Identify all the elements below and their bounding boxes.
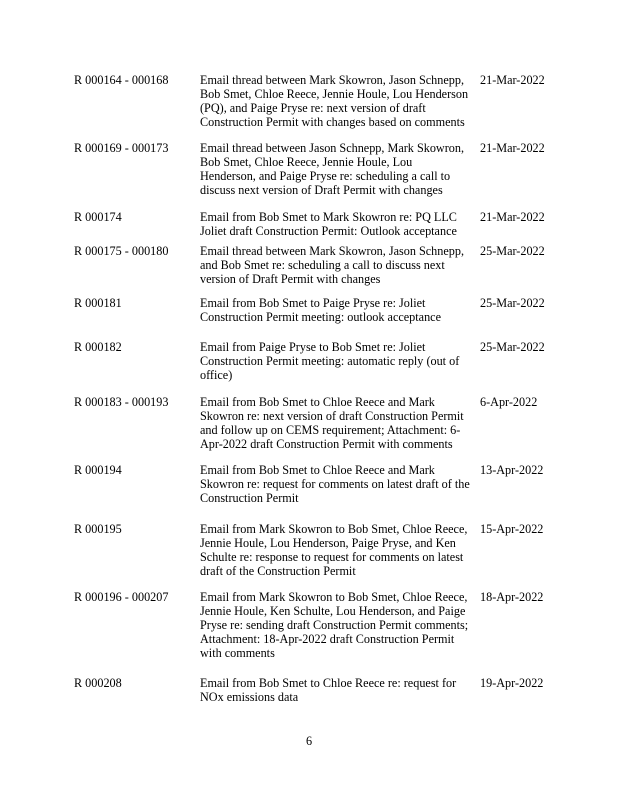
description-line: Email thread between Mark Skowron, Jason Schnepp, <box>200 244 465 258</box>
page-number: 6 <box>305 734 313 748</box>
description-line: and Bob Smet re: scheduling a call to discuss next <box>200 258 445 272</box>
description-line: Jennie Houle, Lou Henderson, Paige Pryse, and Ken <box>200 536 456 550</box>
description-line: Email thread between Mark Skowron, Jason Schnepp, <box>200 73 465 87</box>
entry-description <box>200 395 476 451</box>
description-line: Skowron re: request for comments on latest draft of the <box>200 477 470 491</box>
description-line: Joliet draft Construction Permit: Outlook acceptance <box>200 224 457 238</box>
description-line: office) <box>200 368 233 382</box>
entry-date: 21-Mar-2022 <box>480 210 545 224</box>
entry-date: 21-Mar-2022 <box>480 73 545 87</box>
description-line: Email from Bob Smet to Paige Pryse re: Joliet <box>200 296 426 310</box>
bates-number: R 000195 <box>74 522 122 536</box>
bates-number: R 000194 <box>74 463 122 477</box>
description-line: and follow up on CEMS requirement; Attachment: 6- <box>200 423 461 437</box>
entry-date: 6-Apr-2022 <box>480 395 538 409</box>
description-line: Email thread between Jason Schnepp, Mark Skowron, <box>200 141 465 155</box>
entry-date: 25-Mar-2022 <box>480 296 545 310</box>
description-line: Skowron re: next version of draft Construction Permit <box>200 409 464 423</box>
description-line: Email from Bob Smet to Chloe Reece and Mark <box>200 395 435 409</box>
entry-date: 19-Apr-2022 <box>480 676 544 690</box>
description-line: (PQ), and Paige Pryse re: next version of draft <box>200 101 426 115</box>
bates-number: R 000174 <box>74 210 122 224</box>
bates-number: R 000169 - 000173 <box>74 141 169 155</box>
description-line: Bob Smet, Chloe Reece, Jennie Houle, Lou Henderson <box>200 87 469 101</box>
entry-description <box>200 676 476 704</box>
bates-number: R 000208 <box>74 676 122 690</box>
entry-description <box>200 244 476 286</box>
description-line: Construction Permit with changes based on comments <box>200 115 465 129</box>
description-line: Jennie Houle, Ken Schulte, Lou Henderson, and Paige <box>200 604 466 618</box>
description-line: Attachment: 18-Apr-2022 draft Construction Permit <box>200 632 455 646</box>
entry-date: 25-Mar-2022 <box>480 244 545 258</box>
entry-description <box>200 522 476 578</box>
description-line: Henderson, and Paige Pryse re: scheduling a call to <box>200 169 451 183</box>
entry-date: 25-Mar-2022 <box>480 340 545 354</box>
entry-description <box>200 141 476 197</box>
description-line: Apr-2022 draft Construction Permit with comments <box>200 437 453 451</box>
description-line: with comments <box>200 646 275 660</box>
description-line: Email from Bob Smet to Mark Skowron re: PQ LLC <box>200 210 457 224</box>
entry-date: 18-Apr-2022 <box>480 590 544 604</box>
description-line: Pryse re: sending draft Construction Permit comments; <box>200 618 469 632</box>
description-line: Email from Paige Pryse to Bob Smet re: Joliet <box>200 340 426 354</box>
description-line: NOx emissions data <box>200 690 299 704</box>
entry-description <box>200 590 476 660</box>
bates-number: R 000196 - 000207 <box>74 590 169 604</box>
description-line: version of Draft Permit with changes <box>200 272 381 286</box>
description-line: discuss next version of Draft Permit with changes <box>200 183 443 197</box>
bates-number: R 000182 <box>74 340 122 354</box>
description-line: Email from Mark Skowron to Bob Smet, Chloe Reece, <box>200 522 468 536</box>
entry-date: 21-Mar-2022 <box>480 141 545 155</box>
entry-description <box>200 210 476 238</box>
entry-description <box>200 73 476 129</box>
bates-number: R 000183 - 000193 <box>74 395 169 409</box>
bates-number: R 000175 - 000180 <box>74 244 169 258</box>
description-line: Construction Permit meeting: automatic reply (out of <box>200 354 460 368</box>
description-line: Construction Permit <box>200 491 299 505</box>
description-line: Email from Bob Smet to Chloe Reece re: request for <box>200 676 457 690</box>
entry-date: 15-Apr-2022 <box>480 522 544 536</box>
bates-number: R 000164 - 000168 <box>74 73 169 87</box>
description-line: Email from Bob Smet to Chloe Reece and Mark <box>200 463 435 477</box>
description-line: Email from Mark Skowron to Bob Smet, Chloe Reece, <box>200 590 468 604</box>
description-line: draft of the Construction Permit <box>200 564 356 578</box>
entry-description <box>200 463 476 505</box>
description-line: Schulte re: response to request for comments on latest <box>200 550 464 564</box>
entry-description <box>200 340 476 382</box>
entry-description <box>200 296 476 324</box>
description-line: Construction Permit meeting: outlook acceptance <box>200 310 441 324</box>
bates-number: R 000181 <box>74 296 122 310</box>
description-line: Bob Smet, Chloe Reece, Jennie Houle, Lou <box>200 155 413 169</box>
entry-date: 13-Apr-2022 <box>480 463 544 477</box>
